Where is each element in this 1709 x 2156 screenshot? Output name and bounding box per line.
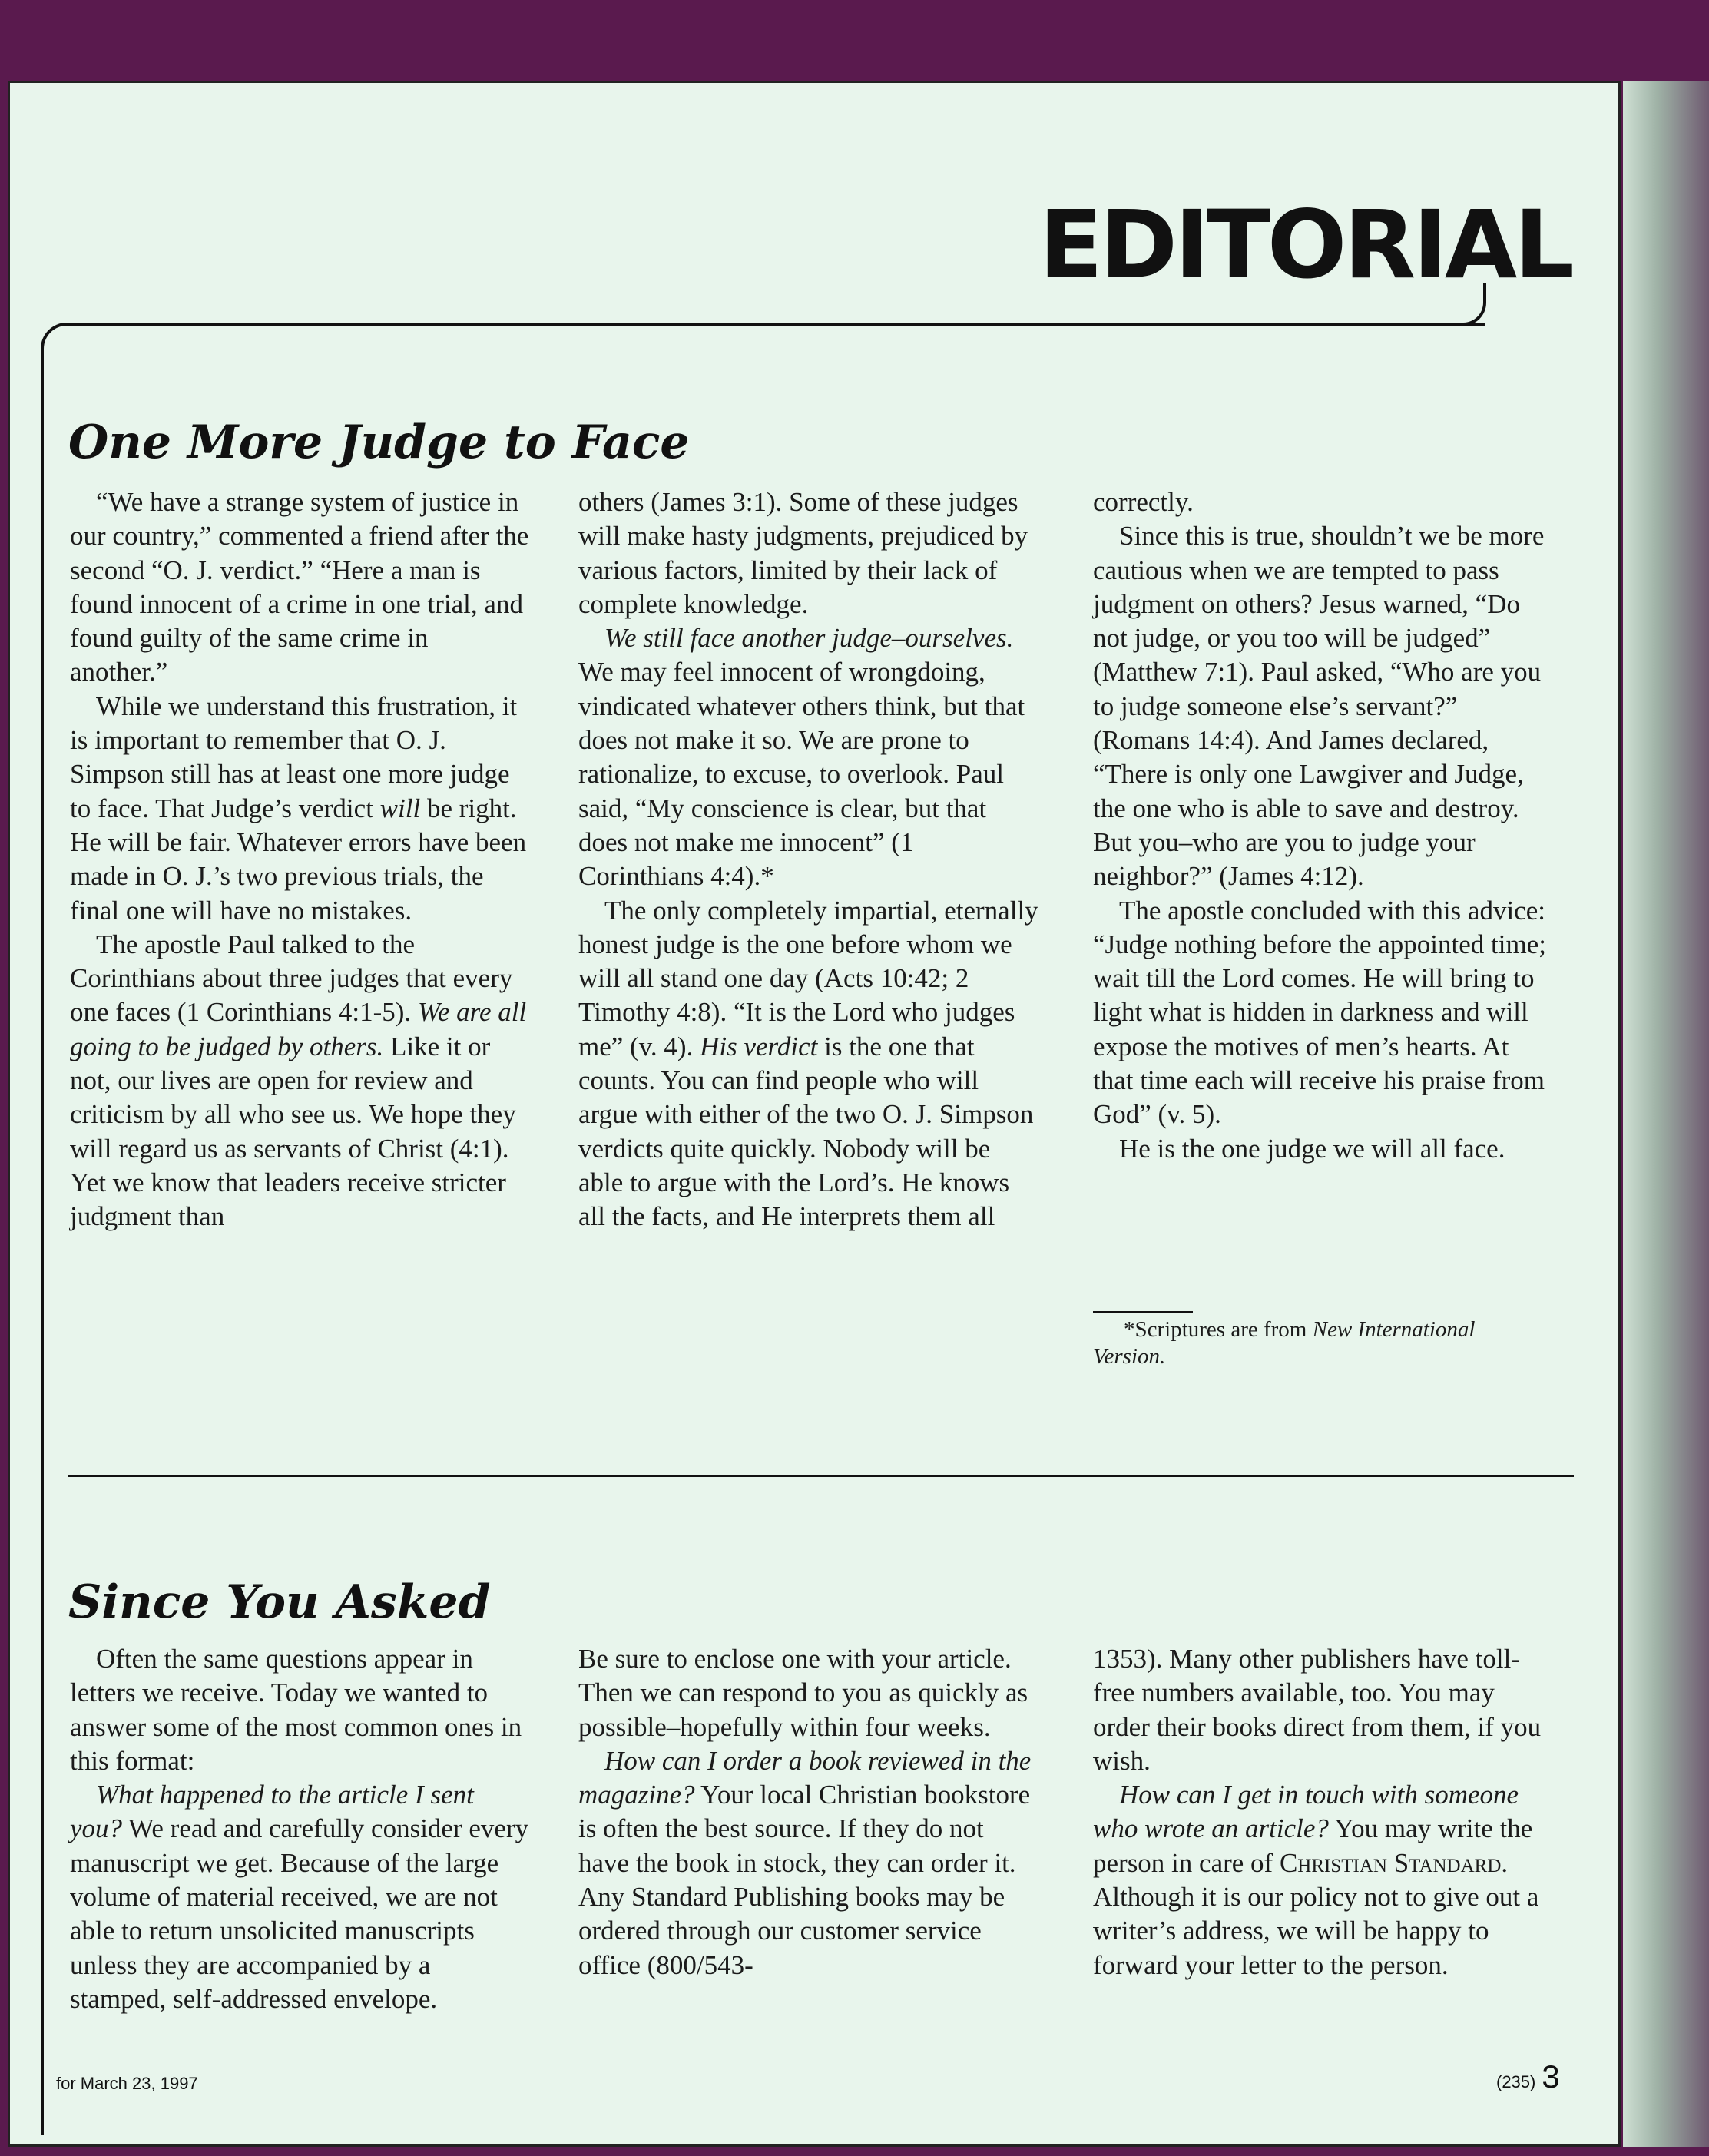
footnote-rule [1093, 1311, 1193, 1313]
magazine-page [8, 81, 1621, 2147]
since-column-2 [578, 1642, 1039, 1982]
paragraph: correctly. [1093, 487, 1194, 517]
frame-hook [1454, 283, 1486, 326]
paragraph: Often the same questions appear in letters we receive. Today we wanted to answer some of the most common ones in this format: [70, 1644, 522, 1776]
paragraph: What happened to the article I sent you? We read and carefully consider every manuscript we get. Because of the large volume of material received, we are not able to return unsolicited manuscripts unless they are accompanied by a stamped, self-addressed envelope. [70, 1780, 529, 2014]
paragraph: We still face another judge–ourselves. We may feel innocent of wrongdoing, vindicated whatever others think, but that does not make it so. We are prone to rationalize, to excuse, to overlook. Paul said, “My conscience is clear, but that does not make me innocent” (1 Corinthians 4:4).* [578, 623, 1025, 892]
since-column-3 [1093, 1642, 1554, 1982]
section-masthead: EDITORIAL [1038, 190, 1571, 300]
paragraph: 1353). Many other publishers have toll-free numbers available, too. You may order their books direct from them, if you wish. [1093, 1644, 1542, 1776]
paragraph: “We have a strange system of justice in our country,” commented a friend after the second “O. J. verdict.” “Here a man is found innocent of a crime in one trial, and found guilty of the same crime in another.” [70, 487, 529, 687]
editorial-column-3 [1093, 485, 1554, 1166]
paragraph: While we understand this frustration, it is important to remember that O. J. Simpson still has at least one more judge to face. That Judge’s verdict will be right. He will be fair. Whatever errors have been made in O. J.’s two previous trials, the final one will have no mistakes. [70, 691, 527, 926]
page-number: (235) 3 [1496, 2058, 1560, 2095]
issue-date: for March 23, 1997 [56, 2074, 198, 2093]
editorial-headline: One More Judge to Face [68, 416, 690, 469]
editorial-column-1 [70, 485, 531, 1234]
paragraph: The apostle concluded with this advice: “Judge nothing before the appointed time; wait till the Lord comes. He will bring to light what is hidden in darkness and will expose the motives of men’s hearts. At that time each will receive his praise from God” (v. 5). [1093, 895, 1546, 1130]
paragraph: Be sure to enclose one with your article. Then we can respond to you as quickly as possible–hopefully within four weeks. [578, 1644, 1028, 1742]
paragraph: The apostle Paul talked to the Corinthians about three judges that every one faces (1 Corinthians 4:1-5). We are all going to be judged by others. Like it or not, our lives are open for review and criticism by all who see us. We hope they will regard us as servants of Christ (4:1). Yet we know that leaders receive stricter judgment than [70, 929, 527, 1232]
paragraph: How can I get in touch with someone who wrote an article? You may write the person in care of Christian Standard. Although it is our policy not to give out a writer’s address, we will be happy to forward your letter to the person. [1093, 1780, 1539, 1980]
paragraph: others (James 3:1). Some of these judges will make hasty judgments, prejudiced by various factors, limited by their lack of complete knowledge. [578, 487, 1028, 619]
paragraph: How can I order a book reviewed in the magazine? Your local Christian bookstore is often the best source. If they do not have the book in stock, they can order it. Any Standard Publishing books may be ordered through our customer service office (800/543- [578, 1745, 1032, 1980]
paragraph: He is the one judge we will all face. [1119, 1133, 1505, 1164]
since-you-asked-headline: Since You Asked [68, 1575, 491, 1629]
since-column-1 [70, 1642, 531, 2016]
footnote: *Scriptures are from New International Version. [1093, 1317, 1476, 1369]
adjacent-page-edge [1623, 81, 1709, 2147]
paragraph: Since this is true, shouldn’t we be more cautious when we are tempted to pass judgment on others? Jesus warned, “Do not judge, or you too will be judged” (Matthew 7:1). Paul asked, “Who are you to judge someone else’s servant?” (Romans 14:4). And James declared, “There is only one Lawgiver and Judge, the one who is able to save and destroy. But you–who are you to judge your neighbor?” (James 4:12). [1093, 521, 1545, 892]
editorial-column-2 [578, 485, 1039, 1234]
section-divider [68, 1475, 1574, 1477]
paragraph: The only completely impartial, eternally honest judge is the one before whom we will all stand one day (Acts 10:42; 2 Timothy 4:8). “It is the Lord who judges me” (v. 4). His verdict is the one that counts. You can find people who will argue with either of the two O. J. Simpson verdicts quite quickly. Nobody will be able to argue with the Lord’s. He knows all the facts, and He interprets them all [578, 895, 1038, 1232]
